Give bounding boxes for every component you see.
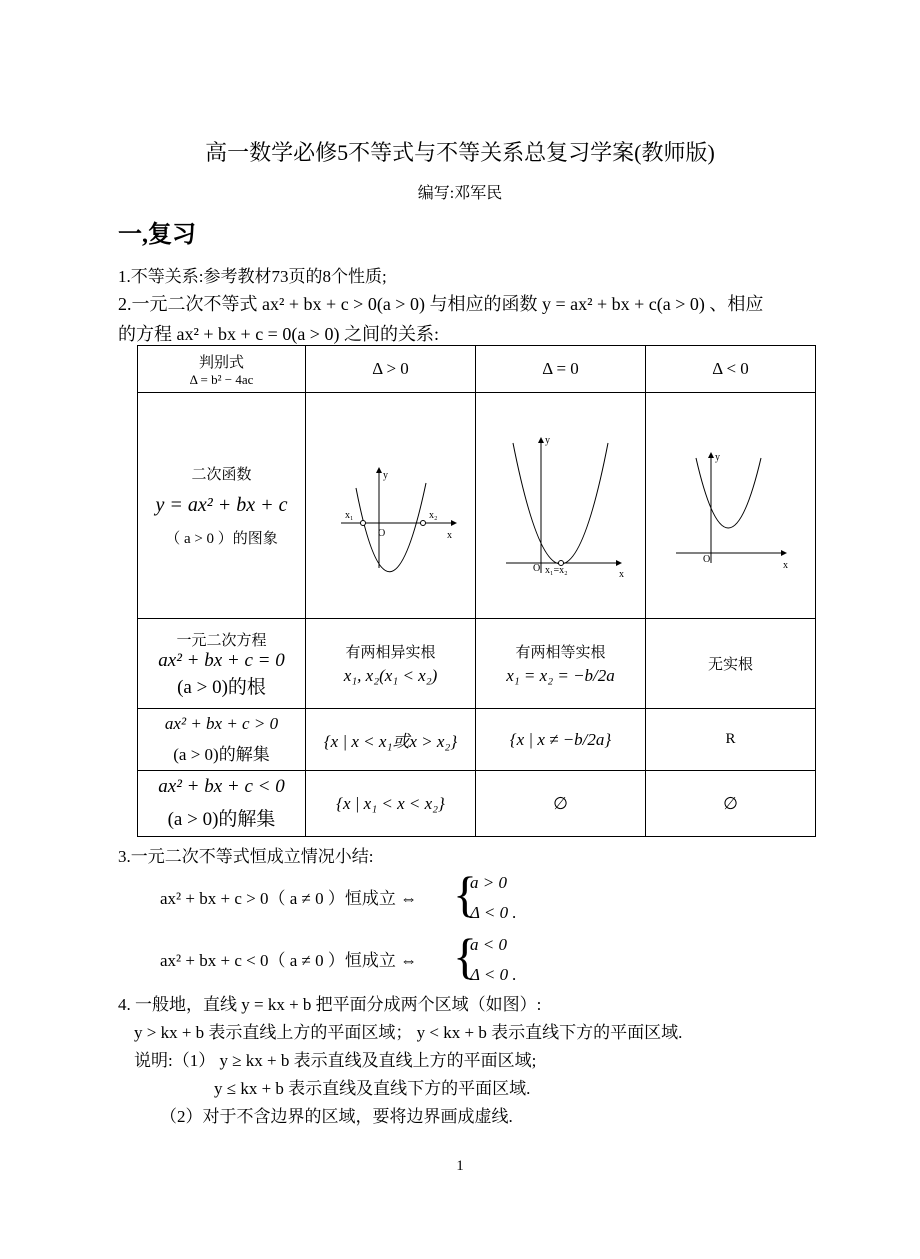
item-4-line-2: y > kx + b 表示直线上方的平面区域； y < kx + b 表示直线下方的平面区域. (134, 1023, 683, 1042)
cell-formula: x₁ = x₂ = −b/2a (506, 666, 615, 685)
discriminant-label: 判别式 (198, 354, 244, 371)
svg-text:x: x (782, 560, 788, 571)
cell-text: 有两相异实根 (345, 645, 436, 661)
brace-icon: { (453, 866, 477, 922)
table-row-roots (138, 619, 816, 709)
svg-text:y: y (382, 470, 388, 481)
row-label: (a > 0)的解集 (173, 745, 270, 764)
item-4-line-5: （2）对于不含边界的区域，要将边界画成虚线. (160, 1107, 513, 1126)
cell-text: R (646, 709, 816, 771)
item-3: 3.一元二次不等式恒成立情况小结: (118, 847, 374, 866)
svg-text:y: y (714, 452, 720, 463)
cell-text: 无实根 (646, 619, 816, 709)
svg-text:O: O (532, 563, 540, 574)
row-label: （ a > 0 ）的图象 (165, 531, 278, 547)
section-heading: 一,复习 (118, 222, 196, 248)
cell-formula: x₁, x₂(x₁ < x₂) (343, 666, 438, 685)
cell-formula: {x | x₁ < x < x₂} (306, 771, 476, 837)
parabola-one-root-graph (481, 423, 641, 583)
item-3-b-conditions: a < 0 Δ < 0 . (470, 935, 517, 984)
row-formula: y = ax² + bx + c (155, 494, 288, 516)
relation-table (137, 345, 816, 837)
discriminant-formula: Δ = b² − 4ac (189, 371, 254, 387)
row-label: (a > 0)的解集 (167, 809, 276, 830)
item-4: 4. 一般地，直线 y = kx + b 把平面分成两个区域（如图）: (118, 995, 542, 1014)
page-title: 高一数学必修5不等式与不等关系总复习学案(教师版) (205, 140, 715, 165)
col-header: Δ = 0 (476, 346, 646, 393)
row-formula: ax² + bx + c > 0 (164, 714, 279, 733)
brace-icon: { (453, 928, 477, 984)
cell-formula: {x | x ≠ −b/2a} (476, 709, 646, 771)
table-row-header (138, 346, 816, 393)
item-2-line-1: 2.一元二次不等式 ax² + bx + c > 0(a > 0) 与相应的函数 y = ax² + bx + c(a > 0) 、相应 (118, 294, 764, 314)
col-header: Δ < 0 (646, 346, 816, 393)
col-header: Δ > 0 (306, 346, 476, 393)
cell-formula: {x | x < x₁或x > x₂} (306, 709, 476, 771)
page-number: 1 (456, 1158, 464, 1174)
parabola-two-roots-graph (311, 428, 471, 578)
svg-text:x: x (446, 530, 452, 541)
row-label: 一元二次方程 (176, 632, 267, 649)
item-4-line-4: y ≤ kx + b 表示直线及直线下方的平面区域. (214, 1079, 531, 1098)
row-label: (a > 0)的根 (177, 676, 266, 698)
svg-text:x₁=x₂: x₁=x₂ (544, 565, 568, 576)
row-formula: ax² + bx + c < 0 (158, 776, 285, 797)
item-4-line-3: 说明:（1） y ≥ kx + b 表示直线及直线上方的平面区域; (134, 1051, 537, 1070)
table-row-gt (138, 709, 816, 771)
cell-formula: ∅ (476, 771, 646, 837)
row-label: 二次函数 (191, 467, 252, 483)
svg-text:O: O (377, 528, 385, 539)
cell-text: 有两相等实根 (515, 645, 606, 661)
row-formula: ax² + bx + c = 0 (158, 649, 285, 671)
table-row-graph (138, 393, 816, 619)
parabola-no-root-graph (651, 428, 811, 578)
svg-text:O: O (702, 554, 710, 565)
table-row-lt (138, 771, 816, 837)
item-1: 1.不等关系:参考教材73页的8个性质; (118, 267, 387, 286)
item-3-a-conditions: a > 0 Δ < 0 . (470, 873, 517, 922)
item-3-b: ax² + bx + c < 0（ a ≠ 0 ）恒成立 ⇔ (160, 951, 418, 970)
item-2-line-2: 的方程 ax² + bx + c = 0(a > 0) 之间的关系: (118, 324, 439, 344)
item-3-a: ax² + bx + c > 0（ a ≠ 0 ）恒成立 ⇔ (160, 889, 418, 908)
svg-text:y: y (544, 435, 550, 446)
author: 编写:邓军民 (417, 185, 503, 202)
svg-text:x: x (618, 569, 624, 580)
svg-text:x₁: x₁ (344, 510, 353, 521)
svg-text:x₂: x₂ (428, 510, 437, 521)
cell-formula: ∅ (646, 771, 816, 837)
